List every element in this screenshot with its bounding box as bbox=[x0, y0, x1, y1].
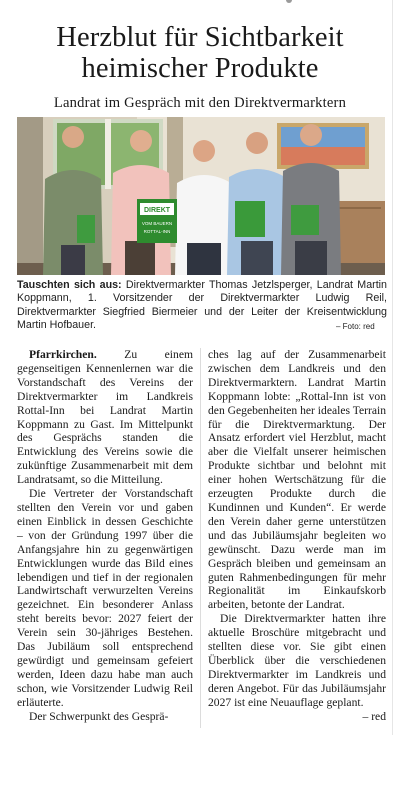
photo-credit: – Foto: red bbox=[336, 322, 375, 331]
article-column-right bbox=[208, 348, 386, 723]
photo-caption bbox=[17, 279, 387, 332]
caption-lead: Tauschten sich aus: bbox=[17, 279, 122, 291]
dateline: Pfarrkirchen. bbox=[29, 348, 97, 361]
photo-illustration bbox=[17, 117, 385, 275]
page-top-marker bbox=[286, 0, 292, 3]
paragraph-brochure bbox=[208, 612, 386, 723]
paragraph-history: Die Vertreter der Vorstandschaft stellten den Verein vor und gaben einen Einblick in dessen Geschichte – von der Gründung 1997 über die Anfangsjahre hin zu gegenwärtigen Entwicklungen wurde das Bild eines lebendigen und tief in der regionalen Landwirtschaft verwurzelten Vereins gezeichnet. Ein besonderer Anlass steht bereits bevor: 2027 feiert der Verein sein 30-jähriges Bestehen. Das Jubiläum soll entsprechend gewürdigt und gemeinsam gefeiert werden, Ideen dazu habe man auch schon, wie Vorsitzender Ludwig Reil erläuterte. bbox=[17, 487, 193, 709]
brochure-region: ROTTAL-INN bbox=[143, 229, 171, 234]
article-column-left bbox=[17, 348, 193, 723]
headline bbox=[8, 22, 392, 84]
paragraph-brochure-text: Die Direktvermarkter hatten ihre aktuelle Broschüre mitgebracht und stellten diese vor. Sie gibt einen Überblick über die verschiedenen Direktvermarkter im Landkreis und deren Angebot. Für das Jubiläumsjahr 2027 ist eine Neuauflage geplant. bbox=[208, 612, 386, 709]
headline-line-1: Herzblut für Sichtbarkeit bbox=[56, 22, 344, 53]
headline-line-2: heimischer Produkte bbox=[81, 53, 319, 84]
brochure-subtitle: VOM BAUERN bbox=[141, 221, 173, 226]
column-divider bbox=[200, 348, 201, 728]
paragraph-focus-continued: ches lag auf der Zusammenarbeit zwischen dem Landkreis und den Direktvermarktern. Landrat Martin Koppmann lobte: „Rottal-Inn ist von den Gegebenheiten her ideales Terrain für die Direktvermarktung. Der Ansatz erfordert viel Herzblut, macht aber die Vielfalt unserer heimischen Produkte sichtbar und belohnt mit einer hohen Wertschätzung für die erzeugten Produkte durch die Kundinnen und Kunden“. Er werde den Verein daher gerne unterstützen und das Jubiläumsjahr begleiten wo gewünscht. Dazu werde man im Gespräch bleiben und gemeinsam an guten Rahmenbedingungen für mehr Regionalität im Einkaufskorb arbeiten, betonte der Landrat. bbox=[208, 348, 386, 612]
paragraph-focus-start: Der Schwerpunkt des Gesprä- bbox=[29, 709, 169, 723]
paragraph-intro bbox=[17, 348, 193, 487]
brochure-title: DIREKT bbox=[143, 207, 171, 214]
subheadline: Landrat im Gespräch mit den Direktvermarktern bbox=[53, 95, 347, 111]
article-photo bbox=[17, 117, 385, 275]
page-edge-rule bbox=[392, 0, 393, 735]
caption-text: Direktvermarkter Thomas Jetzlsperger, Landrat Martin Koppmann, 1. Vorsitzender der Direktvermarkter Ludwig Reil, Direktvermarkter Siegfried Biermeier und der Leiter der Kreisentwicklung Martin Hofbauer. bbox=[17, 279, 387, 331]
paragraph-intro-text: Zu einem gegenseitigen Kennenlernen war die Vorstandschaft des Vereins der Direktvermarkter im Landkreis Rottal-Inn bei Landrat Martin Koppmann zu Gast. Im Mittelpunkt des Gesprächs standen die Entwicklung des Vereins sowie die zukünftige Zusammenarbeit mit dem Landratsamt, so die Mitteilung. bbox=[17, 348, 193, 487]
author-signoff: – red bbox=[362, 709, 386, 723]
